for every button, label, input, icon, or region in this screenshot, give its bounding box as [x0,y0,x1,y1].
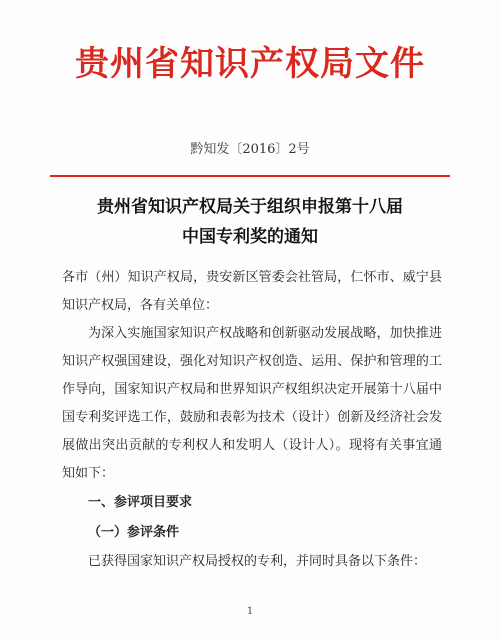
notice-title-line-2: 中国专利奖的通知 [182,227,318,247]
page-number: 1 [246,606,254,617]
intro-paragraph: 为深入实施国家知识产权战略和创新驱动发展战略，加快推进知识产权强国建设，强化对知识产权创造、运用、保护和管理的工作导向，国家知识产权局和世界知识产权组织决定开展第十八届中国专利奖评选工作，鼓励和表彰为技术（设计）创新及经济社会发展做出突出贡献的专利权人和发明人（设计人）。现将有关事宜通知如下： [62,326,442,481]
document-number: 黔知发〔2016〕2号 [190,142,310,157]
red-divider-rule [50,175,450,177]
addressee-paragraph: 各市（州）知识产权局，贵安新区管委会社管局，仁怀市、威宁县知识产权局，各有关单位： [62,270,442,313]
section-heading-requirements: 一、参评项目要求 [88,495,193,510]
conditions-paragraph: 已获得国家知识产权局授权的专利，并同时具备以下条件： [88,554,427,569]
subsection-heading-conditions: （一）参评条件 [88,525,180,540]
notice-title [0,192,500,252]
document-body [62,264,442,576]
notice-title-line-1: 贵州省知识产权局关于组织申报第十八届 [97,197,403,217]
document-header-title: 贵州省知识产权局文件 [75,44,425,84]
